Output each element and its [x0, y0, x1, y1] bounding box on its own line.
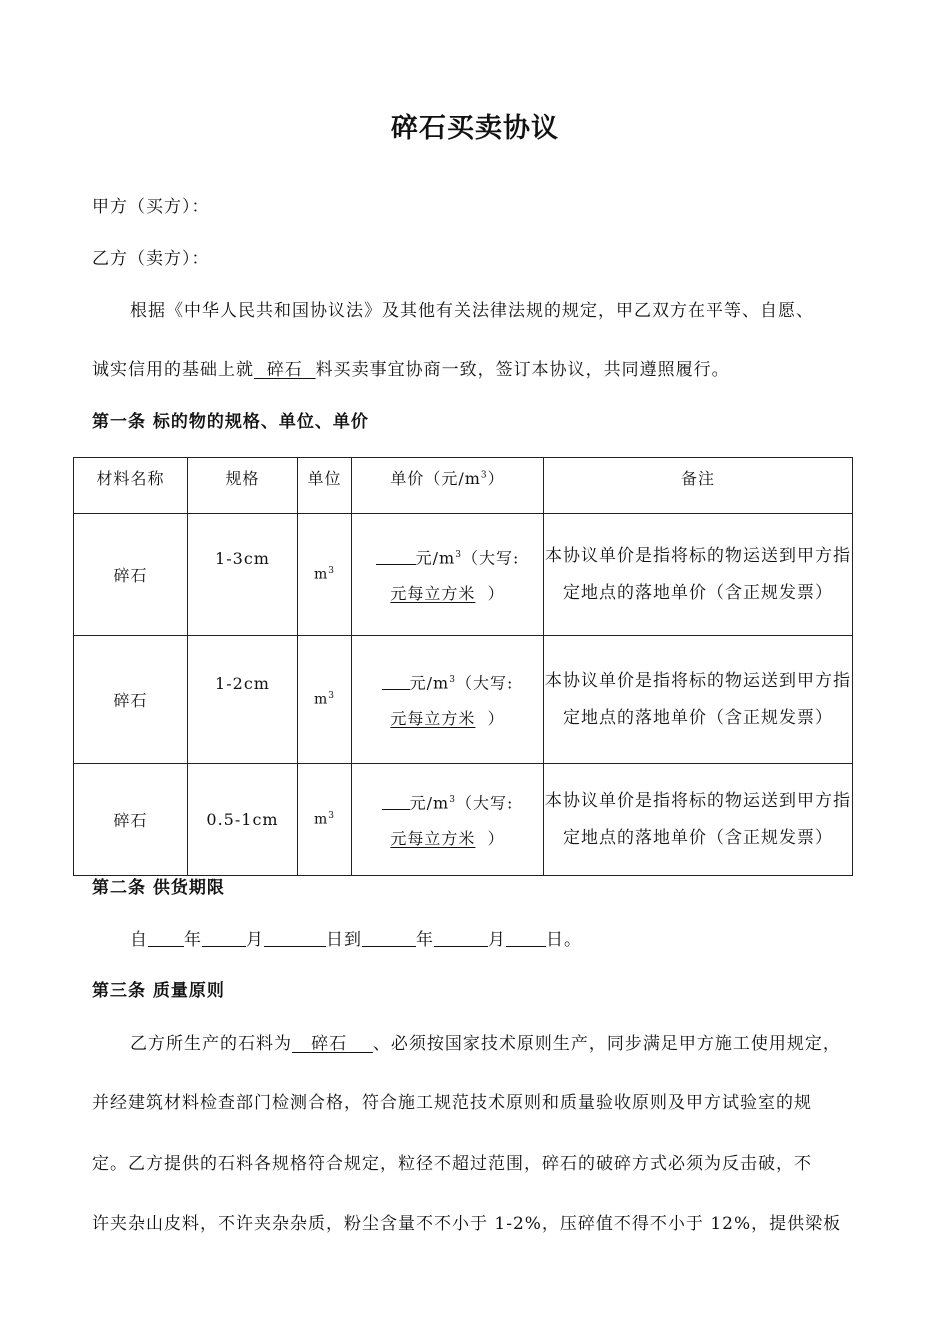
blank-start-day	[264, 929, 326, 947]
quality-p1-after: 、必须按国家技术原则生产，同步满足甲方施工使用规定，	[372, 1034, 841, 1054]
unit-sup: 3	[328, 811, 335, 822]
party-b-line: 乙方（卖方）：	[92, 249, 210, 269]
article-2-title: 第二条 供货期限	[92, 878, 225, 898]
price-words: 元每立方米	[390, 584, 476, 604]
period-start-year-label: 年	[184, 930, 202, 950]
quality-line-4: 许夹杂山皮料，不许夹杂杂质，粉尘含量不不小于 1-2%，压碎值不得不小于 12%，提供梁板	[92, 1214, 842, 1234]
header-spec: 规格	[188, 458, 298, 514]
quality-material-underlined	[292, 1034, 373, 1054]
spec-value: 0.5-1cm	[206, 810, 279, 829]
cell-remark: 本协议单价是指将标的物运送到甲方指定地点的落地单价（含正规发票）	[544, 764, 853, 876]
intro-line-1: 根据《中华人民共和国协议法》及其他有关法律法规的规定，甲乙双方在平等、自愿、	[130, 301, 814, 321]
period-day-end: 日。	[546, 930, 582, 950]
supply-period-line	[130, 925, 582, 950]
unit-sup: 3	[328, 691, 335, 702]
price-sup: 3	[449, 674, 456, 685]
cell-unit-price	[352, 636, 544, 764]
price-line-2	[352, 701, 543, 737]
cell-unit-price	[352, 514, 544, 636]
article-1-title: 第一条 标的物的规格、单位、单价	[92, 412, 369, 432]
quality-material: 碎石	[311, 1034, 348, 1054]
price-words: 元每立方米	[390, 709, 476, 729]
price-line-1	[352, 537, 543, 576]
header-unit-price	[352, 458, 544, 514]
price-blank	[382, 792, 410, 810]
price-end: ）	[487, 709, 505, 729]
spec-value: 1-3cm	[215, 549, 270, 568]
price-blank	[376, 547, 416, 565]
header-price-sup: 3	[480, 470, 488, 481]
spec-table	[73, 457, 853, 876]
header-remark: 备注	[544, 458, 853, 514]
table-row	[74, 764, 853, 876]
header-material-name: 材料名称	[74, 458, 188, 514]
cell-unit	[298, 636, 352, 764]
price-blank	[382, 672, 410, 690]
price-end: ）	[487, 829, 505, 849]
party-a-line: 甲方（买方）：	[92, 197, 210, 217]
cell-remark: 本协议单价是指将标的物运送到甲方指定地点的落地单价（含正规发票）	[544, 514, 853, 636]
price-mid: （大写:	[455, 793, 514, 813]
cell-remark: 本协议单价是指将标的物运送到甲方指定地点的落地单价（含正规发票）	[544, 636, 853, 764]
price-sup: 3	[455, 549, 462, 560]
intro-line-2-after: 料买卖事宜协商一致，签订本协议，共同遵照履行。	[315, 360, 730, 380]
table-row	[74, 514, 853, 636]
cell-material-name: 碎石	[74, 514, 188, 636]
price-mid: （大写:	[461, 548, 520, 568]
price-line-1	[352, 662, 543, 701]
period-start-month-label: 月	[246, 930, 264, 950]
table-row	[74, 636, 853, 764]
unit-sup: 3	[328, 566, 335, 577]
period-end-year-label: 年	[416, 930, 434, 950]
blank-end-month	[434, 929, 488, 947]
cell-spec	[188, 636, 298, 764]
quality-line-2: 并经建筑材料检查部门检测合格，符合施工规范技术原则和质量验收原则及甲方试验室的规	[92, 1093, 812, 1113]
price-mid: （大写:	[455, 673, 514, 693]
quality-line-3: 定。乙方提供的石料各规格符合规定，粒径不超过范围，碎石的破碎方式必须为反击破，不	[92, 1154, 812, 1174]
unit-value: m	[313, 566, 329, 583]
blank-end-year	[362, 929, 416, 947]
header-unit: 单位	[298, 458, 352, 514]
intro-material-underlined	[254, 360, 316, 380]
cell-material-name: 碎石	[74, 636, 188, 764]
quality-p1-before: 乙方所生产的石料为	[130, 1034, 292, 1054]
period-from: 自	[130, 930, 148, 950]
article-3-title: 第三条 质量原则	[92, 981, 225, 1001]
price-unit: 元/m	[415, 548, 456, 568]
cell-unit	[298, 764, 352, 876]
spec-value: 1-2cm	[215, 674, 270, 693]
blank-end-day	[506, 929, 546, 947]
period-end-month-label: 月	[488, 930, 506, 950]
price-line-1	[352, 782, 543, 821]
blank-start-year	[148, 929, 184, 947]
intro-line-2	[92, 355, 730, 380]
header-price-prefix: 单价（元/m	[390, 469, 481, 488]
cell-unit-price	[352, 764, 544, 876]
unit-value: m	[313, 691, 329, 708]
price-unit: 元/m	[409, 673, 450, 693]
document-title: 碎石买卖协议	[391, 113, 559, 144]
cell-spec	[188, 764, 298, 876]
table-header-row	[74, 458, 853, 514]
unit-value: m	[313, 811, 329, 828]
intro-line-2-before: 诚实信用的基础上就	[92, 360, 254, 380]
cell-material-name: 碎石	[74, 764, 188, 876]
quality-line-1	[130, 1029, 841, 1054]
price-line-2	[352, 821, 543, 857]
price-sup: 3	[449, 794, 456, 805]
price-line-2	[352, 576, 543, 612]
intro-material: 碎石	[266, 360, 303, 380]
cell-spec	[188, 514, 298, 636]
period-day-to: 日到	[326, 930, 362, 950]
cell-unit	[298, 514, 352, 636]
blank-start-month	[202, 929, 246, 947]
price-end: ）	[487, 584, 505, 604]
header-price-suffix: ）	[487, 469, 505, 488]
price-unit: 元/m	[409, 793, 450, 813]
price-words: 元每立方米	[390, 829, 476, 849]
